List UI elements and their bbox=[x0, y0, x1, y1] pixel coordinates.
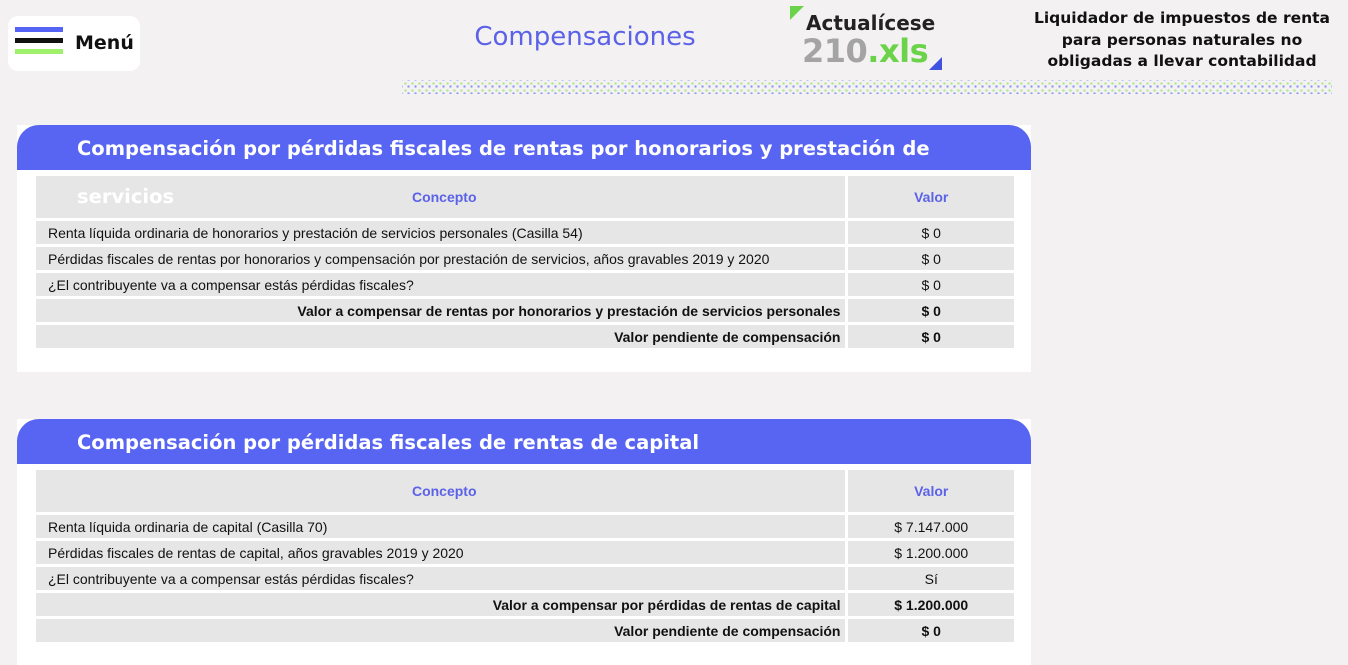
column-header-concepto: Concepto bbox=[36, 470, 848, 512]
logo-file-ext: .xls bbox=[867, 32, 929, 70]
table-row bbox=[36, 567, 1014, 590]
row-concept: Valor a compensar de rentas por honorarios y prestación de servicios personales bbox=[36, 299, 848, 322]
logo-triangle-bottom-icon bbox=[929, 57, 942, 70]
app-description-line: para personas naturales no bbox=[1061, 30, 1303, 49]
table-row bbox=[36, 273, 1014, 296]
row-value-cell[interactable]: $ 0 bbox=[848, 221, 1014, 244]
row-value-cell[interactable]: $ 1.200.000 bbox=[848, 541, 1014, 564]
table-total-row bbox=[36, 299, 1014, 322]
table-row bbox=[36, 247, 1014, 270]
row-concept: Valor pendiente de compensación bbox=[36, 325, 848, 348]
table-row bbox=[36, 515, 1014, 538]
app-description bbox=[1026, 8, 1338, 73]
column-header-valor: Valor bbox=[848, 176, 1014, 218]
app-description-line: obligadas a llevar contabilidad bbox=[1047, 52, 1317, 70]
row-concept: Valor pendiente de compensación bbox=[36, 619, 848, 642]
hamburger-icon bbox=[15, 27, 63, 61]
row-value-cell[interactable]: $ 0 bbox=[848, 273, 1014, 296]
table-row bbox=[36, 221, 1014, 244]
section-capital bbox=[17, 419, 1031, 665]
section-honorarios bbox=[17, 125, 1031, 372]
row-concept: Valor a compensar por pérdidas de rentas de capital bbox=[36, 593, 848, 616]
row-concept: Renta líquida ordinaria de capital (Casilla 70) bbox=[36, 515, 848, 538]
column-header-concepto: Concepto bbox=[36, 176, 848, 218]
table-total-row bbox=[36, 619, 1014, 642]
compensation-table bbox=[36, 467, 1014, 645]
menu-label: Menú bbox=[75, 32, 134, 54]
table-row bbox=[36, 541, 1014, 564]
row-value-cell[interactable]: $ 0 bbox=[848, 299, 1014, 322]
row-concept: Pérdidas fiscales de rentas por honorarios y compensación por prestación de servicios, años gravables 2019 y 2020 bbox=[36, 247, 848, 270]
row-value-cell[interactable]: $ 0 bbox=[848, 247, 1014, 270]
page-title: Compensaciones bbox=[474, 22, 696, 52]
row-concept: Renta líquida ordinaria de honorarios y prestación de servicios personales (Casilla 54) bbox=[36, 221, 848, 244]
app-description-line: Liquidador de impuestos de renta bbox=[1033, 9, 1331, 27]
logo-triangle-top-icon bbox=[790, 6, 804, 20]
logo-file-base: 210 bbox=[802, 32, 868, 70]
row-value-cell[interactable]: $ 0 bbox=[848, 325, 1014, 348]
logo-filename bbox=[802, 32, 928, 70]
table-total-row bbox=[36, 325, 1014, 348]
compensation-table bbox=[36, 173, 1014, 351]
menu-button[interactable] bbox=[8, 16, 140, 71]
section-title: Compensación por pérdidas fiscales de rentas de capital bbox=[17, 419, 1031, 464]
row-value-cell[interactable]: $ 0 bbox=[848, 619, 1014, 642]
row-value-cell[interactable]: $ 7.147.000 bbox=[848, 515, 1014, 538]
section-title: Compensación por pérdidas fiscales de rentas por honorarios y prestación de servicios bbox=[17, 125, 1031, 170]
row-value-cell[interactable]: $ 1.200.000 bbox=[848, 593, 1014, 616]
table-total-row bbox=[36, 593, 1014, 616]
table-header-row bbox=[36, 176, 1014, 218]
row-concept: ¿El contribuyente va a compensar estás pérdidas fiscales? bbox=[36, 567, 848, 590]
row-value-cell[interactable]: Sí bbox=[848, 567, 1014, 590]
decorative-dot-pattern bbox=[402, 80, 1332, 94]
table-header-row bbox=[36, 470, 1014, 512]
row-concept: Pérdidas fiscales de rentas de capital, años gravables 2019 y 2020 bbox=[36, 541, 848, 564]
column-header-valor: Valor bbox=[848, 470, 1014, 512]
logo-name: Actualícese bbox=[806, 11, 936, 35]
actualicese-logo bbox=[788, 6, 944, 72]
row-concept: ¿El contribuyente va a compensar estás pérdidas fiscales? bbox=[36, 273, 848, 296]
